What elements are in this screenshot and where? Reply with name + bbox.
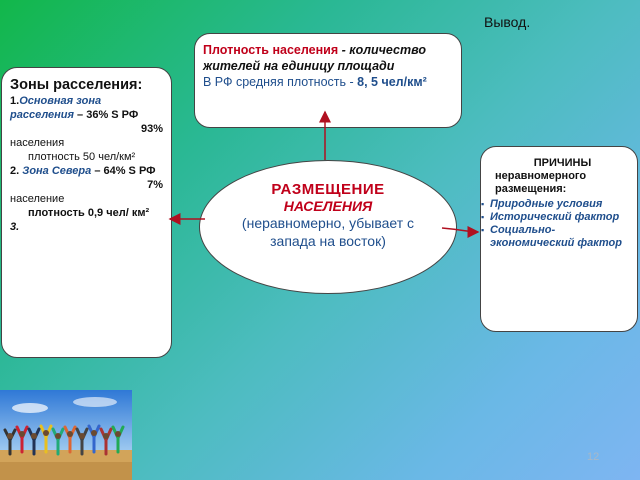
zone2-area: – 64% S РФ bbox=[94, 165, 156, 177]
zone1-density: плотность 50 чел/км² bbox=[28, 151, 136, 163]
zone2-name: Зона Севера bbox=[22, 165, 92, 177]
zone1-population-label: населения bbox=[10, 137, 65, 149]
density-rf-text: В РФ средняя плотность - bbox=[203, 75, 354, 89]
density-definition: - количество жителей на единицу площади bbox=[203, 43, 426, 73]
people-jumping-photo bbox=[0, 390, 132, 480]
zone1-name: Основная зона расселения bbox=[10, 95, 102, 121]
zone2-density: плотность 0,9 чел/ км² bbox=[28, 207, 150, 219]
density-definition-box bbox=[194, 33, 462, 128]
zone3-number: 3. bbox=[10, 221, 20, 233]
slide-number: 12 bbox=[587, 451, 600, 463]
cause-item: ▪ Природные условия bbox=[482, 198, 630, 211]
population-placement-oval bbox=[199, 160, 457, 294]
cause-item: ▪ Исторический фактор bbox=[482, 211, 630, 224]
causes-box bbox=[480, 146, 638, 332]
conclusion-label: Вывод. bbox=[484, 14, 531, 30]
zone1-population-pct: 93% bbox=[140, 123, 163, 135]
causes-heading: ПРИЧИНЫ bbox=[533, 157, 592, 169]
causes-list bbox=[482, 198, 630, 250]
zone2-population-label: население bbox=[10, 193, 65, 205]
center-line1: РАЗМЕЩЕНИЕ bbox=[271, 181, 385, 198]
causes-subheading: неравномерного размещения: bbox=[495, 170, 587, 195]
zone1-area: – 36% S РФ bbox=[77, 109, 139, 121]
center-line3: (неравномерно, убывает с запада на восток) bbox=[241, 215, 415, 249]
zones-title: Зоны расселения: bbox=[10, 77, 143, 93]
zone1-number: 1. bbox=[10, 95, 20, 107]
center-line2: НАСЕЛЕНИЯ bbox=[283, 198, 373, 214]
density-rf-value: 8, 5 чел/км² bbox=[357, 75, 427, 89]
density-term: Плотность населения bbox=[203, 43, 339, 57]
zone2-population-pct: 7% bbox=[147, 179, 163, 191]
zone2-number: 2. bbox=[10, 165, 20, 177]
cause-item: ▪ Социально-экономический фактор bbox=[482, 224, 630, 250]
settlement-zones-box bbox=[1, 67, 172, 358]
